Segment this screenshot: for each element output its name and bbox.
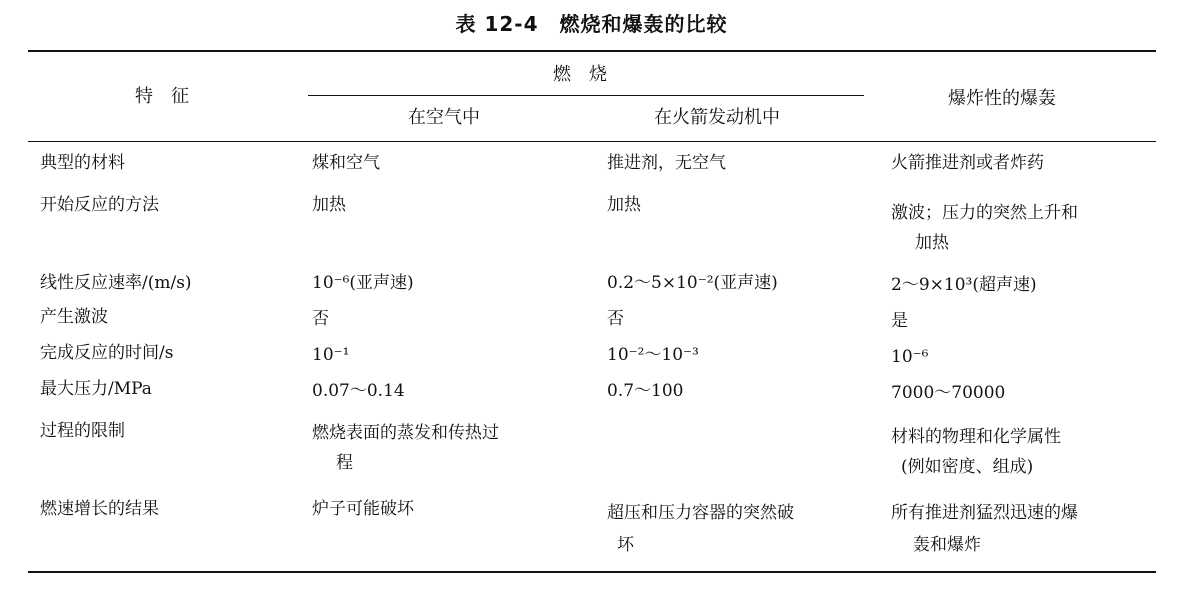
- row-2-feature: 开始反应的方法: [40, 195, 159, 215]
- row-3-rocket: 0.2～5×10⁻²(亚声速): [607, 273, 778, 293]
- row-2-rocket: 加热: [607, 195, 641, 215]
- header-combustion: 燃 烧: [553, 64, 607, 85]
- header-rule: [28, 141, 1156, 142]
- row-8-feature: 燃速增长的结果: [40, 499, 159, 519]
- row-6-air: 0.07～0.14: [312, 381, 405, 401]
- top-rule: [28, 50, 1156, 52]
- header-in-air: 在空气中: [408, 107, 480, 128]
- row-4-air: 否: [312, 309, 329, 329]
- row-7-feature: 过程的限制: [40, 421, 125, 441]
- row-5-det: 10⁻⁶: [891, 347, 929, 367]
- row-2-det-line2: 加热: [915, 233, 949, 253]
- row-2-det-line1: 激波；压力的突然上升和: [891, 203, 1078, 223]
- row-7-det-line1: 材料的物理和化学属性: [891, 427, 1061, 447]
- row-8-det-line1: 所有推进剂猛烈迅速的爆: [891, 503, 1078, 523]
- row-3-air: 10⁻⁶(亚声速): [312, 273, 414, 293]
- row-2-air: 加热: [312, 195, 346, 215]
- header-feature: 特 征: [135, 86, 189, 107]
- row-5-feature: 完成反应的时间/s: [40, 343, 174, 363]
- row-6-det: 7000～70000: [891, 383, 1006, 403]
- row-5-rocket: 10⁻²～10⁻³: [607, 345, 699, 365]
- row-8-air: 炉子可能破坏: [312, 499, 414, 519]
- row-6-rocket: 0.7～100: [607, 381, 684, 401]
- row-1-air: 煤和空气: [312, 153, 380, 173]
- row-4-rocket: 否: [607, 309, 624, 329]
- row-8-det-line2: 轰和爆炸: [913, 535, 981, 555]
- table-title: 表 12-4 燃烧和爆轰的比较: [455, 12, 728, 36]
- row-8-rocket-line1: 超压和压力容器的突然破: [607, 503, 794, 523]
- bottom-rule: [28, 571, 1156, 573]
- row-7-air-line1: 燃烧表面的蒸发和传热过: [312, 423, 499, 443]
- row-5-air: 10⁻¹: [312, 345, 350, 365]
- row-4-feature: 产生激波: [40, 307, 108, 327]
- row-3-det: 2～9×10³(超声速): [891, 275, 1037, 295]
- row-3-feature: 线性反应速率/(m/s): [40, 273, 192, 293]
- row-4-det: 是: [891, 311, 908, 331]
- row-1-rocket: 推进剂，无空气: [607, 153, 726, 173]
- row-7-air-line2: 程: [336, 453, 353, 473]
- combustion-subrule: [308, 95, 864, 96]
- header-in-rocket: 在火箭发动机中: [654, 107, 780, 128]
- row-1-det: 火箭推进剂或者炸药: [891, 153, 1044, 173]
- row-1-feature: 典型的材料: [40, 153, 125, 173]
- row-7-det-line2: (例如密度、组成): [901, 457, 1034, 477]
- row-6-feature: 最大压力/MPa: [40, 379, 152, 399]
- header-detonation: 爆炸性的爆轰: [948, 88, 1056, 109]
- row-8-rocket-line2: 坏: [617, 535, 634, 555]
